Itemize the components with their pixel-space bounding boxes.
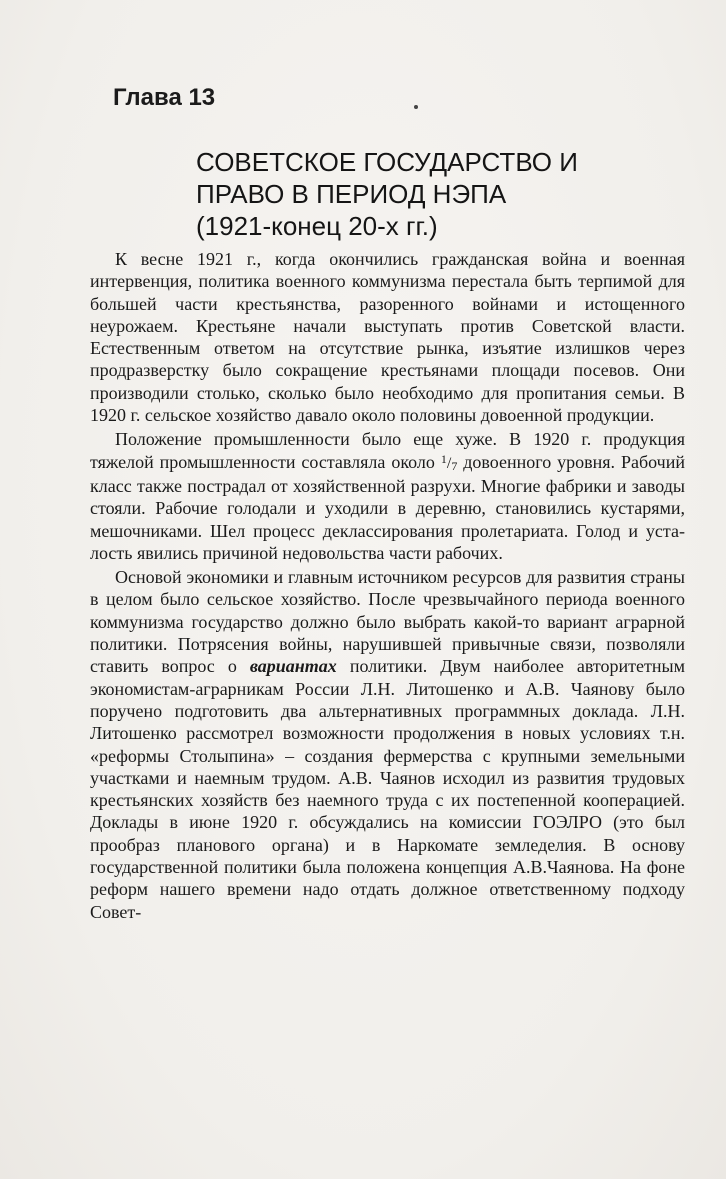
paragraph-3-start: Основой экономики и главным источником ресурсов для развития страны в целом было сельское хозяйство. После чрезвычайного периода военного коммунизма государство должно было выбрать какой-то вариант аграрной политики. Потрясения войны, нарушившей привычные связи, позволяли ставить вопрос о bbox=[90, 567, 685, 677]
paragraph-2-end: довоенного уровня. Рабочий класс также пострадал от хозяйственной разрухи. Многие фабрики и заводы стояли. Рабочие голодали и уходили в деревню, становились кустарями, мешочниками. Шел процесс деклассирования пролетариата. Голод и усталость явились причиной недовольства части рабочих. bbox=[90, 451, 685, 563]
chapter-title-line-3: (1921-конец 20-х гг.) bbox=[196, 211, 438, 241]
chapter-label: Глава 13 bbox=[113, 84, 216, 111]
fraction-numerator: 1 bbox=[440, 451, 447, 466]
fraction-slash: / bbox=[446, 454, 452, 472]
fraction-denominator: 7 bbox=[451, 458, 458, 473]
chapter-title bbox=[196, 146, 578, 242]
paragraph-2-start: Положение промышленности было еще хуже. В 1920 г. продукция тяжелой промышленности составляла около bbox=[90, 429, 685, 472]
emphasis-variants: вариантах bbox=[249, 656, 337, 677]
paragraph-3-end: политики. Двум наиболее авторитетным экономистам-аграрникам России Л.Н. Литошенко и А.В. Чаянову было поручено подготовить два альтернативных программных доклада. Л.Н. Литошенко рассмотрел возможности продолжения в новых условиях т.н. «реформы Столыпина» – создания фермерства с крупными земельными участками и наемным трудом. А.В. Чаянов исходил из развития трудовых крестьянских хозяйств без наемного труда с их постепенной кооперацией. Доклады в июне 1920 г. обсуждались на комиссии ГОЭЛРО (это был прообраз планового органа) и в Наркомате земледелия. В основу государственной политики была положена концепция А.В.Чаянова. На фоне реформ нашего времени надо отдать должное ответственному подходу Совет- bbox=[90, 656, 685, 922]
paragraph-1: К весне 1921 г., когда окончились гражданская война и военная интервенция, политика военного коммунизма перестала быть терпимой для большей части крестьянства, разоренного войнами и истощенного неурожаем. Крестьяне начали выступать против Советской власти. Естественным ответом на отсутствие рынка, изъятие излишков через продразверстку было сокращение крестьянами площади посевов. Они производили столько, сколько было необходимо для пропитания семьи. В 1920 г. сельское хозяйство давало около половины довоенной продукции. bbox=[90, 249, 685, 426]
paragraph-3 bbox=[90, 566, 685, 923]
print-speck bbox=[414, 105, 418, 109]
body-text bbox=[90, 248, 685, 923]
chapter-title-line-2: ПРАВО В ПЕРИОД НЭПА bbox=[196, 179, 507, 209]
chapter-title-line-1: СОВЕТСКОЕ ГОСУДАРСТВО И bbox=[196, 147, 578, 177]
paragraph-2 bbox=[90, 428, 685, 564]
